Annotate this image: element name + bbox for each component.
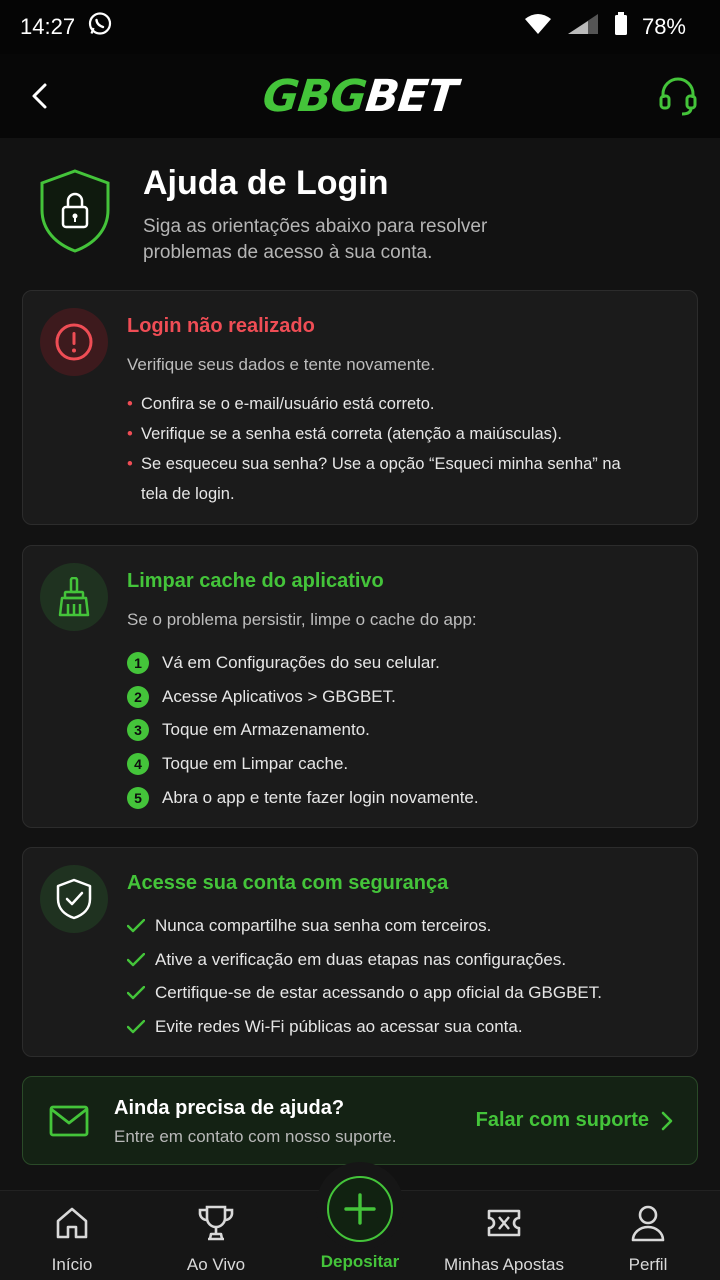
gbgbet-logo xyxy=(261,71,460,122)
status-bar xyxy=(0,0,720,54)
help-subtitle: Entre em contato com nosso suporte. xyxy=(114,1127,397,1146)
security-tip-text: Ative a verificação em duas etapas nas configurações. xyxy=(155,949,567,969)
mail-icon xyxy=(49,1105,89,1137)
nav-label: Perfil xyxy=(628,1255,668,1274)
nav-item-minhas-apostas[interactable] xyxy=(434,1191,574,1280)
list-item xyxy=(127,909,687,943)
nav-item-inicio[interactable] xyxy=(2,1191,142,1280)
step-number-badge: 3 xyxy=(127,719,149,741)
deposit-label[interactable]: Depositar xyxy=(320,1252,400,1271)
user-icon xyxy=(630,1203,666,1243)
app-header xyxy=(0,54,720,138)
list-item xyxy=(127,976,687,1010)
step-text: Vá em Configurações do seu celular. xyxy=(162,652,440,672)
list-item xyxy=(127,1010,687,1044)
battery-icon xyxy=(614,12,628,42)
nav-item-ao-vivo[interactable] xyxy=(146,1191,286,1280)
deposit-button[interactable] xyxy=(327,1176,393,1242)
cache-steps-list xyxy=(127,646,687,814)
plus-icon xyxy=(343,1192,377,1226)
ticket-icon xyxy=(484,1203,524,1243)
security-card xyxy=(22,847,698,1057)
help-title: Ainda precisa de ajuda? xyxy=(114,1097,345,1119)
wifi-icon xyxy=(524,13,552,41)
shield-check-icon xyxy=(40,865,108,933)
step-number-badge: 2 xyxy=(127,686,149,708)
list-item: • Verifique se a senha está correta (atenção a maiúsculas). xyxy=(127,419,627,449)
security-title: Acesse sua conta com segurança xyxy=(127,872,449,894)
check-icon xyxy=(127,986,145,1000)
clear-cache-title: Limpar cache do aplicativo xyxy=(127,570,384,592)
list-item: • Confira se o e-mail/usuário está correto. xyxy=(127,389,627,419)
nav-item-perfil[interactable] xyxy=(578,1191,718,1280)
support-button[interactable] xyxy=(658,74,698,118)
shield-lock-icon xyxy=(38,168,112,254)
nav-label: Ao Vivo xyxy=(186,1255,246,1274)
step-text: Acesse Aplicativos > GBGBET. xyxy=(162,686,396,706)
login-tips-list xyxy=(127,389,627,509)
broom-icon xyxy=(40,563,108,631)
step-text: Abra o app e tente fazer login novamente. xyxy=(162,787,479,807)
page-subtitle: Siga as orientações abaixo para resolver problemas de acesso à sua conta. xyxy=(143,216,488,263)
alert-icon xyxy=(40,308,108,376)
login-failed-card xyxy=(22,290,698,525)
security-tips-list xyxy=(127,909,687,1044)
headset-icon xyxy=(658,74,698,118)
step-number-badge: 5 xyxy=(127,787,149,809)
help-card[interactable] xyxy=(22,1076,698,1165)
trophy-icon xyxy=(196,1203,236,1243)
clear-cache-description: Se o problema persistir, limpe o cache do app: xyxy=(127,610,477,629)
battery-percent: 78% xyxy=(641,14,686,39)
step-text: Toque em Limpar cache. xyxy=(162,753,349,773)
intro-section xyxy=(0,138,720,284)
back-button[interactable] xyxy=(22,76,62,116)
nav-label: Minhas Apostas xyxy=(443,1255,564,1274)
clear-cache-card xyxy=(22,545,698,828)
step-item xyxy=(127,646,687,680)
step-item xyxy=(127,713,687,747)
step-item xyxy=(127,680,687,714)
check-icon xyxy=(127,953,145,967)
login-failed-description: Verifique seus dados e tente novamente. xyxy=(127,355,436,374)
list-item: • Se esqueceu sua senha? Use a opção “Esqueci minha senha” na tela de login. xyxy=(127,449,627,509)
security-tip-text: Nunca compartilhe sua senha com terceiros. xyxy=(155,915,492,935)
page-title: Ajuda de Login xyxy=(143,164,389,202)
security-tip-text: Evite redes Wi-Fi públicas ao acessar sua conta. xyxy=(155,1016,523,1036)
step-item xyxy=(127,781,687,815)
security-tip-text: Certifique-se de estar acessando o app oficial da GBGBET. xyxy=(155,983,602,1003)
chevron-right-icon xyxy=(661,1111,673,1131)
list-item xyxy=(127,943,687,977)
status-time: 14:27 xyxy=(20,14,76,39)
login-failed-title: Login não realizado xyxy=(127,315,315,337)
check-icon xyxy=(127,919,145,933)
step-item xyxy=(127,747,687,781)
home-icon xyxy=(54,1203,90,1243)
chevron-left-icon xyxy=(22,76,62,116)
logo-part-white: BET xyxy=(363,70,460,122)
contact-support-label: Falar com suporte xyxy=(475,1109,649,1131)
signal-icon xyxy=(566,12,600,42)
logo-part-green: GBG xyxy=(260,70,369,122)
contact-support-link[interactable] xyxy=(476,1109,673,1132)
nav-label: Início xyxy=(51,1255,93,1274)
step-number-badge: 4 xyxy=(127,753,149,775)
check-icon xyxy=(127,1020,145,1034)
step-text: Toque em Armazenamento. xyxy=(162,720,370,740)
whatsapp-icon xyxy=(87,11,113,43)
step-number-badge: 1 xyxy=(127,652,149,674)
